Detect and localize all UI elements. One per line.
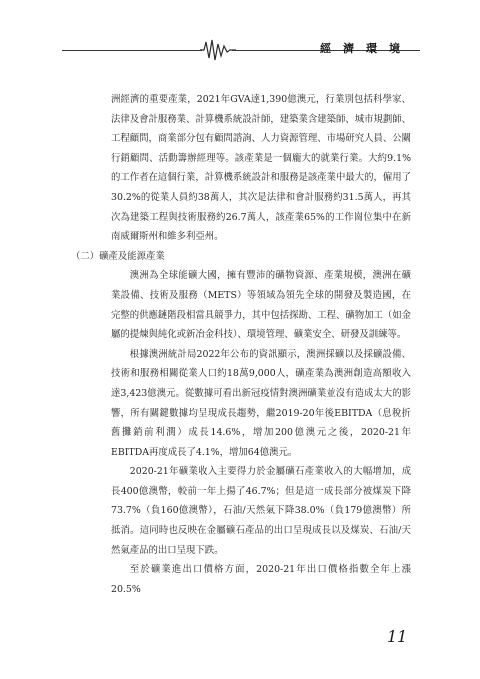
page-header [0,0,480,60]
section-heading: （二）礦產及能源產業 [71,250,165,262]
paragraph: 根據澳洲統計局2022年公布的資訊顯示，澳洲採礦以及採礦設備、技術和服務相關從業人口約18萬9,000人，礦產業為澳洲創造高額收入達3,423億澳元。從數據可看出新冠疫情對澳洲礦業並沒有造成太大的影響，所有關鍵數據均呈現成長趨勢，繼2019-20年後EBITDA（息稅折舊攤銷前利潤）成長14.6%，增加200億澳元之後，2020-21年EBITDA再度成長了4.1%，增加64億澳元。 [111,348,411,458]
paragraph: 至於礦業進出口價格方面，2020-21年出口價格指數全年上漲20.5% [111,564,411,595]
page-number: 11 [387,627,408,646]
paragraph: 2020-21年礦業收入主要得力於金屬礦石產業收入的大幅增加，成長400億澳幣，較前一年上揚了46.7%；但是這一成長部分被煤炭下降73.7%（負160億澳幣），石油/天然氣下降38.0%（負179億澳幣）所抵消。這同時也反映在金屬礦石產品的出口呈現成長以及煤炭、石油/天然氣產品的出口呈現下跌。 [111,466,411,556]
running-header-title: 經濟環境 [320,42,412,55]
heartbeat-wave-icon [200,38,236,62]
paragraph: 澳洲為全球能礦大國，擁有豐沛的礦物資源、產業規模，澳洲在礦業設備、技術及服務（METS）等領域為領先全球的開發及製造國，在完整的供應鏈階段相當具競爭力，其中包括探勘、工程、礦物加工（如金屬的提煉與純化或新冶金科技）、環境管理、礦業安全、研發及訓練等。 [111,270,412,341]
body-text [71,90,412,599]
paragraph-continued: 洲經濟的重要產業，2021年GVA達1,390億澳元，行業別包括科學家、法律及會計服務業、計算機系統設計師，建築業含建築師、城市規劃師、工程顧問，商業部分包有顧問諮詢、人力資源管理、市場研究人員、公關行銷顧問、活動籌辦經理等。該產業是一個龐大的就業行業。大約9.1%的工作者在這個行業，計算機系統設計和服務是該產業中最大的，僱用了30.2%的從業人員約38萬人，其次是法律和會計服務約31.5萬人，再其次為建築工程與技術服務約26.7萬人，該產業65%的工作崗位集中在新南威爾斯州和維多利亞州。 [111,94,412,243]
header-rule-left [62,50,202,51]
